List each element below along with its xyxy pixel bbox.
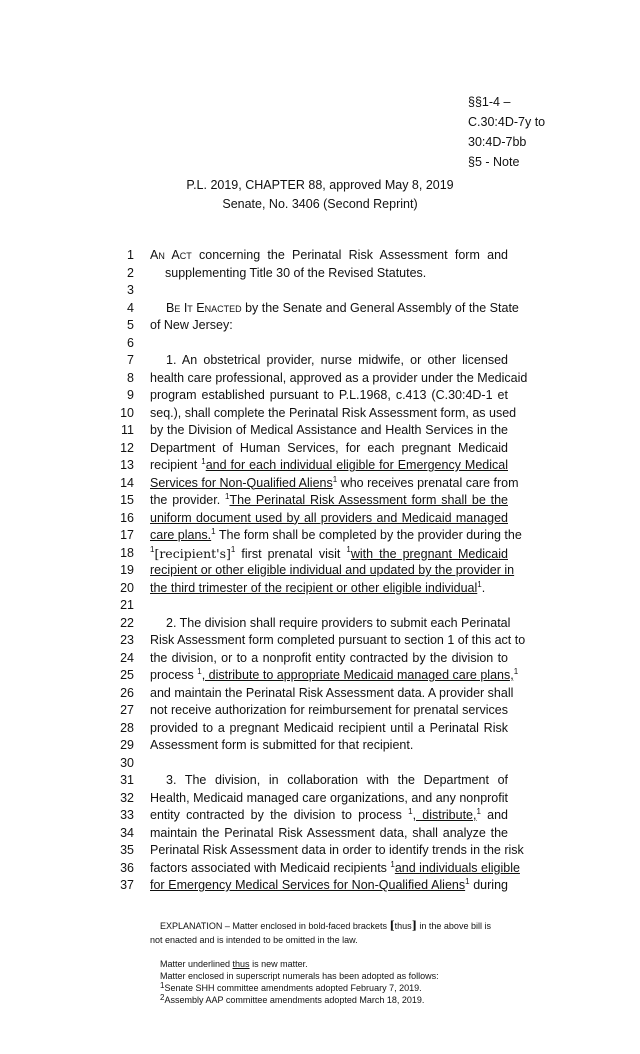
- line-number: 5: [127, 318, 134, 332]
- text-line: not receive authorization for reimbursement for prenatal services: [150, 703, 508, 717]
- text-line: 3. The division, in collaboration with the Department of: [166, 773, 508, 787]
- text-line: recipient or other eligible individual and updated by the provider in: [150, 563, 515, 577]
- line-number: 35: [120, 843, 134, 857]
- law-title: P.L. 2019, CHAPTER 88, approved May 8, 2019: [186, 178, 454, 192]
- text-line: by the Division of Medical Assistance and Health Services in the: [150, 423, 508, 437]
- text-line: the division, or to a nonprofit entity contracted by the division to: [150, 650, 508, 665]
- line-number: 7: [127, 353, 134, 367]
- line-number: 10: [120, 405, 134, 420]
- line-number: 27: [120, 703, 134, 717]
- text-line: recipient $^1$and for each individual eligible for Emergency Medical: [150, 457, 508, 472]
- citation-line: C.30:4D-7y to: [468, 115, 546, 129]
- explanation-line: $^1$Senate SHH committee amendments adopted February 7, 2019.: [160, 981, 422, 993]
- text-line: supplementing Title 30 of the Revised Statutes.: [165, 265, 427, 280]
- line-number: 13: [120, 458, 134, 472]
- line-number: 9: [127, 388, 134, 402]
- text-line: program established pursuant to P.L.1968, c.413 (C.30:4D-1 et: [150, 388, 508, 402]
- bill-number: Senate, No. 3406 (Second Reprint): [222, 197, 418, 211]
- text-line: for Emergency Medical Services for Non-Qualified Aliens$^1$ during: [150, 877, 508, 892]
- line-number: 24: [120, 650, 134, 665]
- line-number: 19: [120, 563, 134, 577]
- text-line: Risk Assessment form completed pursuant to section 1 of this act to: [150, 633, 526, 647]
- text-line: Services for Non-Qualified Aliens$^1$ who receives prenatal care from: [150, 474, 519, 490]
- text-line: care plans.$^1$ The form shall be completed by the provider during the: [150, 527, 522, 542]
- citation-line: 30:4D-7bb: [468, 135, 527, 149]
- text-line: 2. The division shall require providers to submit each Perinatal: [166, 615, 511, 630]
- line-number: 17: [120, 528, 134, 542]
- line-number: 30: [120, 755, 134, 770]
- line-number: 33: [120, 808, 134, 822]
- text-line: health care professional, approved as a provider under the Medicaid: [150, 370, 528, 385]
- text-line: Perinatal Risk Assessment data in order to identify trends in the risk: [150, 843, 524, 857]
- line-number: 36: [120, 860, 134, 875]
- explanation-line: Matter underlined thus is new matter.: [160, 959, 308, 969]
- line-number: 34: [120, 825, 134, 840]
- deletion-bracketed-text: [recipient's]: [154, 545, 231, 561]
- line-number: 31: [120, 773, 134, 787]
- line-number: 2: [127, 265, 134, 280]
- line-number: 26: [120, 685, 134, 700]
- citation-block: [468, 92, 545, 172]
- text-line: Be It Enacted by the Senate and General Assembly of the State: [166, 300, 519, 315]
- line-number: 16: [120, 510, 134, 525]
- text-line: process $^1$, distribute to appropriate Medicaid managed care plans,$^1$: [150, 667, 519, 682]
- line-number: 4: [127, 300, 134, 315]
- line-number: 20: [120, 580, 134, 595]
- text-line: Department of Human Services, for each pregnant Medicaid: [150, 440, 508, 455]
- line-number: 15: [120, 493, 134, 507]
- text-line: the provider. $^1$The Perinatal Risk Assessment form shall be the: [150, 492, 508, 507]
- text-line: factors associated with Medicaid recipients $^1$and individuals eligible: [150, 859, 520, 875]
- line-number: 8: [127, 370, 134, 385]
- line-number: 1: [127, 248, 134, 262]
- text-line: seq.), shall complete the Perinatal Risk Assessment form, as used: [150, 405, 517, 420]
- text-line: of New Jersey:: [150, 318, 233, 332]
- text-line: provided to a pregnant Medicaid recipient until a Perinatal Risk: [150, 720, 508, 735]
- text-line: Assessment form is submitted for that recipient.: [150, 738, 414, 752]
- line-number: 18: [120, 545, 134, 560]
- citation-line: §§1-4 –: [468, 95, 511, 109]
- line-number: 11: [121, 423, 134, 437]
- text-line: uniform document used by all providers and Medicaid managed: [150, 510, 508, 525]
- citation-line: §5 - Note: [468, 155, 520, 169]
- line-number: 28: [120, 720, 134, 735]
- text-line: and maintain the Perinatal Risk Assessment data. A provider shall: [150, 685, 514, 700]
- text-line: An Act concerning the Perinatal Risk Assessment form and: [150, 248, 508, 262]
- explanation-line: not enacted and is intended to be omitted in the law.: [150, 935, 358, 945]
- text-line: 1. An obstetrical provider, nurse midwife, or other licensed: [166, 353, 508, 367]
- line-number: 29: [120, 738, 134, 752]
- text-line: the third trimester of the recipient or other eligible individual$^1$.: [150, 579, 486, 595]
- line-number: 23: [120, 633, 134, 647]
- line-number: 21: [120, 598, 134, 612]
- line-number: 12: [120, 440, 134, 455]
- line-number: 14: [120, 475, 134, 490]
- line-number: 6: [127, 335, 134, 350]
- line-number: 32: [120, 790, 134, 805]
- explanation-line: Matter enclosed in superscript numerals has been adopted as follows:: [160, 971, 439, 981]
- line-number: 37: [120, 878, 134, 892]
- text-line: $^1$[recipient's]$^1$ first prenatal visit $^1$with the pregnant Medicaid: [150, 544, 508, 561]
- text-line: maintain the Perinatal Risk Assessment data, shall analyze the: [150, 825, 508, 840]
- line-number: 22: [120, 615, 134, 630]
- line-number: 25: [120, 668, 134, 682]
- text-line: entity contracted by the division to process $^1$, distribute,$^1$ and: [150, 807, 508, 822]
- explanation-line: $^2$Assembly AAP committee amendments adopted March 18, 2019.: [160, 993, 425, 1005]
- explanation-line: EXPLANATION – Matter enclosed in bold-faced brackets [thus] in the above bill is: [160, 919, 491, 932]
- text-line: Health, Medicaid managed care organizations, and any nonprofit: [150, 790, 508, 805]
- line-number: 3: [127, 283, 134, 297]
